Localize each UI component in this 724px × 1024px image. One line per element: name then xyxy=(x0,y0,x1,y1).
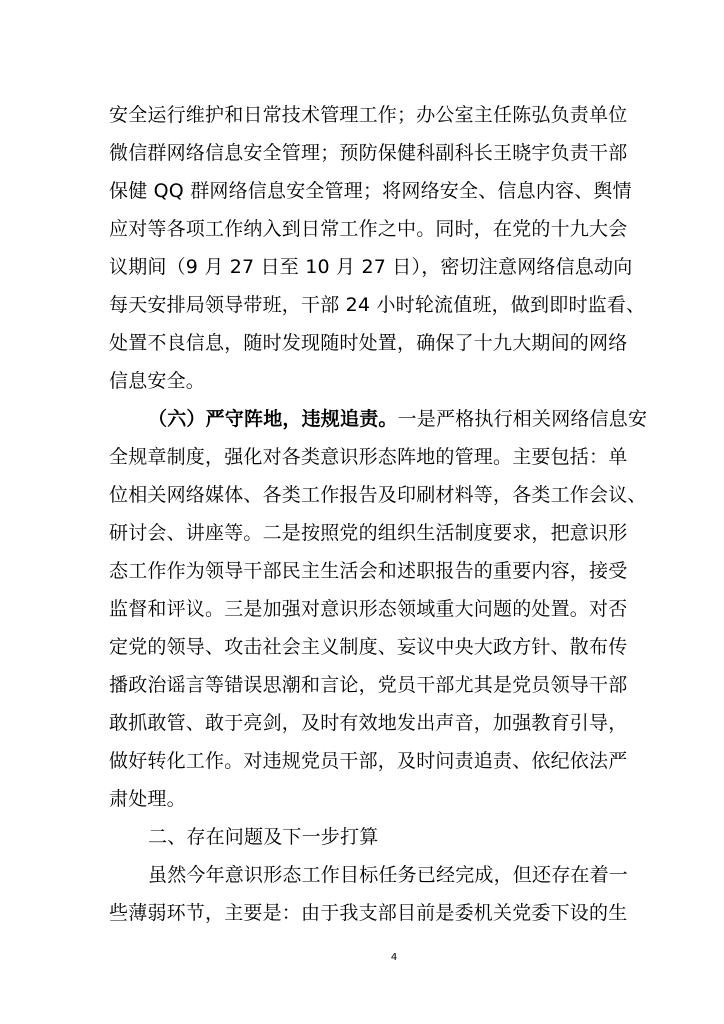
paragraph-line: 处置不良信息，随时发现随时处置，确保了十九大期间的网络 xyxy=(109,332,628,354)
paragraph-line: 安全运行维护和日常技术管理工作；办公室主任陈弘负责单位 xyxy=(109,104,628,126)
section-6-first-line-text: 一是严格执行相关网络信息安 xyxy=(397,408,648,430)
page-number: 4 xyxy=(390,952,398,963)
section-6-first-line xyxy=(148,406,668,432)
paragraph-line: 些薄弱环节，主要是：由于我支部目前是委机关党委下设的生 xyxy=(109,902,628,924)
paragraph-line: 应对等各项工作纳入到日常工作之中。同时，在党的十九大会 xyxy=(109,218,628,240)
section-2-heading: 二、存在问题及下一步打算 xyxy=(148,826,379,848)
paragraph-line: 态工作作为领导干部民主生活会和述职报告的重要内容，接受 xyxy=(109,560,628,582)
paragraph-line: 每天安排局领导带班，干部 24 小时轮流值班，做到即时监看、 xyxy=(109,294,646,316)
paragraph-line: 监督和评议。三是加强对意识形态领域重大问题的处置。对否 xyxy=(109,598,628,620)
paragraph-line: 研讨会、讲座等。二是按照党的组织生活制度要求，把意识形 xyxy=(109,522,628,544)
paragraph-line: 定党的领导、攻击社会主义制度、妄议中央大政方针、散布传 xyxy=(109,636,628,658)
paragraph-line: 信息安全。 xyxy=(109,370,206,392)
paragraph-line: 全规章制度，强化对各类意识形态阵地的管理。主要包括：单 xyxy=(109,446,628,468)
paragraph-line: 微信群网络信息安全管理；预防保健科副科长王晓宇负责干部 xyxy=(109,142,628,164)
paragraph-line: 肃处理。 xyxy=(109,788,186,810)
paragraph-line: 议期间（9 月 27 日至 10 月 27 日），密切注意网络信息动向 xyxy=(109,256,633,278)
paragraph-line: 虽然今年意识形态工作目标任务已经完成，但还存在着一 xyxy=(148,864,629,886)
paragraph-line: 位相关网络媒体、各类工作报告及印刷材料等，各类工作会议、 xyxy=(109,484,647,506)
section-6-heading: （六）严守阵地，违规追责。 xyxy=(148,408,398,430)
paragraph-line: 保健 QQ 群网络信息安全管理；将网络安全、信息内容、舆情 xyxy=(109,180,632,202)
paragraph-line: 敢抓敢管、敢于亮剑，及时有效地发出声音，加强教育引导， xyxy=(109,712,628,734)
paragraph-line: 播政治谣言等错误思潮和言论，党员干部尤其是党员领导干部 xyxy=(109,674,628,696)
paragraph-line: 做好转化工作。对违规党员干部，及时问责追责、依纪依法严 xyxy=(109,750,628,772)
